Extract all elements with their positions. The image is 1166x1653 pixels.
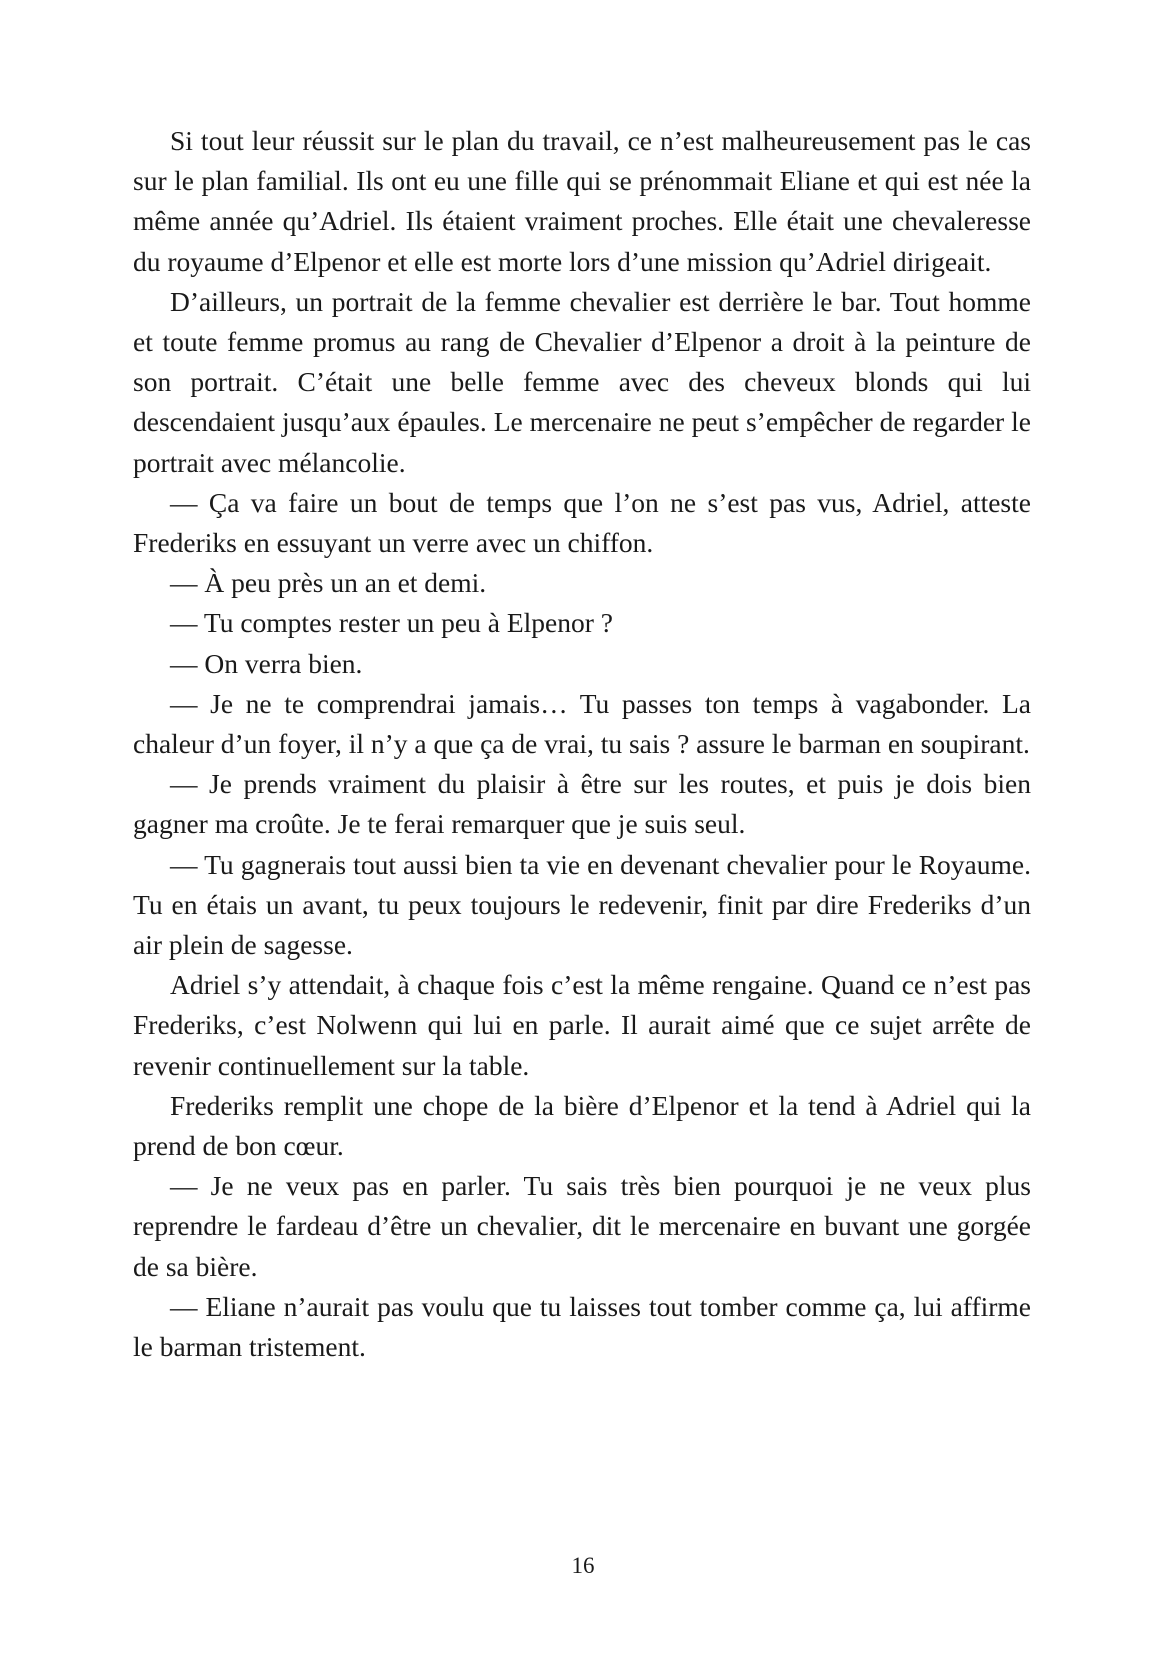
dialogue-line: — Je ne veux pas en parler. Tu sais très bien pourquoi je ne veux plus reprendre le fardeau d’être un chevalier, dit le mercenaire en buvant une gorgée de sa bière. [133, 1170, 1031, 1282]
paragraph: Adriel s’y attendait, à chaque fois c’est la même rengaine. Quand ce n’est pas Frederiks, c’est Nolwenn qui lui en parle. Il aurait aimé que ce sujet arrête de revenir continuellement sur la table. [133, 969, 1031, 1081]
dialogue-line: — Ça va faire un bout de temps que l’on ne s’est pas vus, Adriel, atteste Frederiks en essuyant un verre avec un chiffon. [133, 486, 1031, 559]
dialogue-line: — Je prends vraiment du plaisir à être sur les routes, et puis je dois bien gagner ma croûte. Je te ferai remarquer que je suis seul. [133, 768, 1031, 840]
paragraph: Si tout leur réussit sur le plan du travail, ce n’est malheureusement pas le cas sur le plan familial. Ils ont eu une fille qui se prénommait Eliane et qui est née la même année qu’Adriel. Ils étaient vraiment proches. Elle était une chevaleresse du royaume d’Elpenor et elle est morte lors d’une mission qu’Adriel dirigeait. [133, 125, 1031, 277]
body-text [133, 121, 1031, 1367]
page-number: 16 [571, 1553, 595, 1578]
dialogue-line: — On verra bien. [170, 647, 363, 679]
paragraph: Frederiks remplit une chope de la bière d’Elpenor et la tend à Adriel qui la prend de bon cœur. [133, 1089, 1031, 1162]
dialogue-line: — Je ne te comprendrai jamais… Tu passes ton temps à vagabonder. La chaleur d’un foyer, il n’y a que ça de vrai, tu sais ? assure le barman en soupirant. [133, 687, 1031, 760]
dialogue-line: — Tu gagnerais tout aussi bien ta vie en devenant chevalier pour le Royaume. Tu en étais un avant, tu peux toujours le redevenir, finit par dire Frederiks d’un air plein de sagesse. [133, 848, 1031, 961]
dialogue-line: — Tu comptes rester un peu à Elpenor ? [170, 607, 613, 639]
dialogue-line: — Eliane n’aurait pas voulu que tu laisses tout tomber comme ça, lui affirme le barman tristement. [133, 1290, 1031, 1363]
dialogue-line: — À peu près un an et demi. [170, 567, 487, 599]
paragraph: D’ailleurs, un portrait de la femme chevalier est derrière le bar. Tout homme et toute femme promus au rang de Chevalier d’Elpenor a droit à la peinture de son portrait. C’était une belle femme avec des cheveux blonds qui lui descendaient jusqu’aux épaules. Le mercenaire ne peut s’empêcher de regarder le portrait avec mélancolie. [133, 285, 1031, 478]
